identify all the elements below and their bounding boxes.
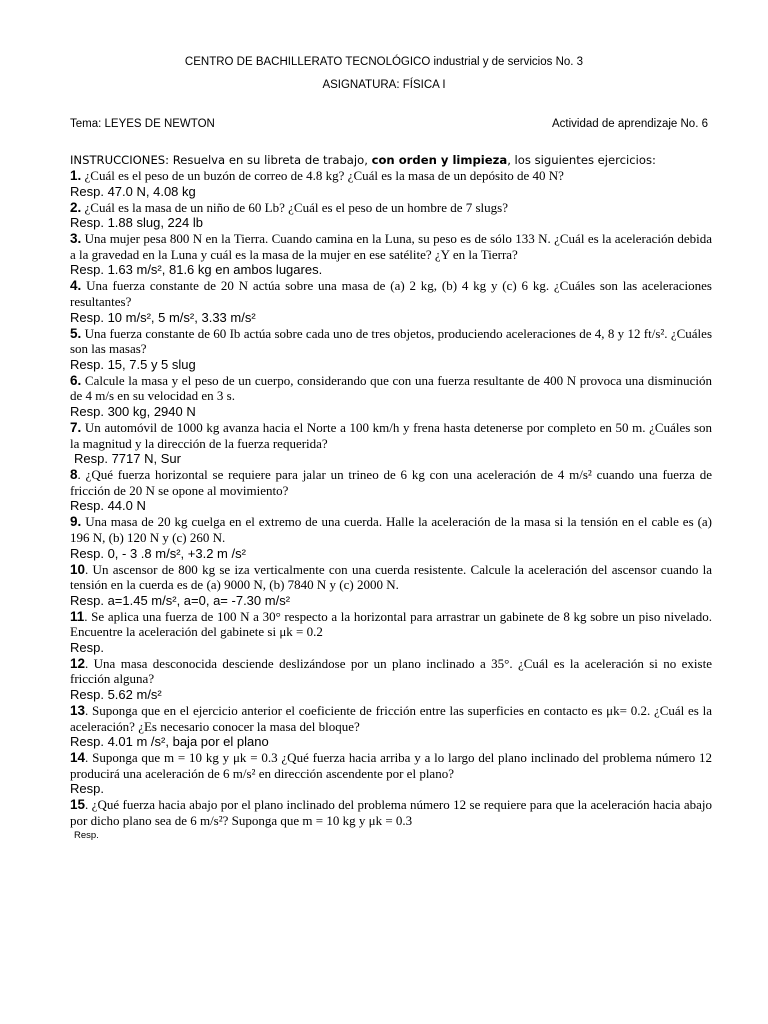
- exercise-answer: Resp. 4.01 m /s², baja por el plano: [70, 734, 269, 750]
- exercise-number: 7.: [70, 419, 82, 435]
- exercise-question: [70, 168, 712, 184]
- exercise-question: [70, 562, 712, 593]
- instructions-emphasis: con orden y limpieza: [371, 153, 508, 167]
- exercise-text: . Un ascensor de 800 kg se iza verticalmente con una cuerda resistente. Calcule la aceleración del ascensor cuando la tensión en la cuerda es de (a) 9000 N, (b) 7840 N y (c) 2000 N.: [70, 561, 712, 593]
- exercise-number: 2.: [70, 199, 82, 215]
- exercise-text: Una masa de 20 kg cuelga en el extremo de una cuerda. Halle la aceleración de la masa si la tensión en el cable es (a) 196 N, (b) 120 N y (c) 260 N.: [70, 514, 712, 545]
- exercise-answer: Resp. 44.0 N: [70, 498, 146, 514]
- exercise-question: [70, 373, 712, 404]
- exercise-answer: Resp. a=1.45 m/s², a=0, a= -7.30 m/s²: [70, 592, 291, 608]
- exercise-number: 13: [70, 703, 86, 719]
- exercise-number: 1.: [70, 168, 82, 183]
- exercise-list: [70, 152, 712, 842]
- exercise-text: . Una masa desconocida desciende deslizándose por un plano inclinado a 35°. ¿Cuál es la aceleración si no existe fricción alguna?: [70, 655, 712, 687]
- exercise-text: Un automóvil de 1000 kg avanza hacia el Norte a 100 km/h y frena hasta detenerse por completo en 50 m. ¿Cuáles son la magnitud y la dirección de la fuerza requerida?: [70, 419, 712, 451]
- exercise-answer: Resp. 0, - 3 .8 m/s², +3.2 m /s²: [70, 545, 246, 561]
- exercise-text: ¿Cuál es la masa de un niño de 60 Lb? ¿Cuál es el peso de un hombre de 7 slugs?: [81, 199, 508, 215]
- instructions-text-2: , los siguientes ejercicios:: [507, 153, 656, 167]
- subject-title: ASIGNATURA: FÍSICA I: [322, 79, 446, 91]
- exercise-number: 14: [70, 750, 86, 766]
- exercise-number: 15: [70, 797, 86, 813]
- exercise-number: 5.: [70, 325, 82, 341]
- exercise-question: [70, 609, 712, 640]
- exercise-question: [70, 326, 712, 357]
- exercise-answer: Resp. 10 m/s², 5 m/s², 3.33 m/s²: [70, 309, 256, 325]
- exercise-answer: Resp.: [74, 829, 99, 841]
- exercise-number: 6.: [70, 372, 82, 388]
- exercise-answer: Resp.: [70, 781, 104, 797]
- exercise-answer: Resp. 47.0 N, 4.08 kg: [70, 183, 196, 199]
- exercise-number: 4.: [70, 278, 82, 294]
- exercise-text: ¿Cuál es el peso de un buzón de correo de 4.8 kg? ¿Cuál es la masa de un depósito de 40 N?: [81, 168, 564, 183]
- instructions-text-1: Resuelva en su libreta de trabajo,: [169, 153, 372, 167]
- school-name: CENTRO DE BACHILLERATO TECNOLÓGICO industrial y de servicios No. 3: [184, 56, 584, 68]
- exercise-answer: Resp. 5.62 m/s²: [70, 687, 162, 703]
- exercise-answer: Resp.: [70, 639, 104, 655]
- instructions: [70, 152, 712, 168]
- exercise-text: . ¿Qué fuerza hacia abajo por el plano inclinado del problema número 12 se requiere para que la aceleración hacia abajo por dicho plano sea de 6 m/s²? Suponga que m = 10 kg y μk = 0.3: [70, 797, 712, 829]
- exercise-answer: Resp. 1.63 m/s², 81.6 kg en ambos lugares.: [70, 262, 323, 278]
- topic-title: Tema: LEYES DE NEWTON: [70, 118, 215, 130]
- exercise-text: . Se aplica una fuerza de 100 N a 30° respecto a la horizontal para arrastrar un gabinete de 8 kg sobre un piso nivelado. Encuentre la aceleración del gabinete si μk = 0.2: [70, 608, 712, 640]
- exercise-answer: Resp. 7717 N, Sur: [74, 451, 181, 467]
- exercise-number: 9.: [70, 514, 82, 530]
- exercise-question: [70, 231, 712, 262]
- exercise-number: 12: [70, 655, 86, 671]
- exercise-text: Una fuerza constante de 60 Ib actúa sobre cada uno de tres objetos, produciendo aceleraciones de 4, 8 y 12 ft/s². ¿Cuáles son las masas?: [70, 325, 712, 357]
- exercise-question: [70, 797, 712, 828]
- instructions-label: INSTRUCCIONES:: [70, 153, 170, 167]
- exercise-text: Una mujer pesa 800 N en la Tierra. Cuando camina en la Luna, su peso es de sólo 133 N. ¿Cuál es la aceleración debida a la gravedad en la Luna y cuál es la masa de la mujer en ese satélite? ¿Y en la Tierra?: [70, 231, 712, 262]
- exercise-number: 8: [70, 467, 78, 483]
- exercise-number: 10: [70, 561, 86, 577]
- exercise-question: [70, 750, 712, 781]
- exercise-answer: Resp. 1.88 slug, 224 lb: [70, 215, 203, 231]
- exercise-question: [70, 467, 712, 498]
- exercise-question: [70, 656, 712, 687]
- exercise-question: [70, 703, 712, 734]
- activity-number: Actividad de aprendizaje No. 6: [552, 118, 708, 130]
- exercise-text: . ¿Qué fuerza horizontal se requiere para jalar un trineo de 6 kg con una aceleración de 4 m/s² cuando una fuerza de fricción de 20 N se opone al movimiento?: [70, 467, 712, 498]
- exercise-text: Una fuerza constante de 20 N actúa sobre una masa de (a) 2 kg, (b) 4 kg y (c) 6 kg. ¿Cuáles son las aceleraciones resultantes?: [70, 278, 712, 309]
- exercise-question: [70, 278, 712, 309]
- exercise-text: . Suponga que m = 10 kg y μk = 0.3 ¿Qué fuerza hacia arriba y a lo largo del plano inclinado del problema número 12 producirá una aceleración de 6 m/s² en dirección ascendente por el plano?: [70, 750, 712, 781]
- exercise-answer: Resp. 15, 7.5 y 5 slug: [70, 356, 196, 372]
- exercise-number: 11: [70, 608, 85, 624]
- exercise-question: [70, 200, 712, 216]
- exercise-question: [70, 420, 712, 451]
- exercise-number: 3.: [70, 231, 82, 247]
- exercise-answer: Resp. 300 kg, 2940 N: [70, 403, 196, 419]
- exercise-text: Calcule la masa y el peso de un cuerpo, considerando que con una fuerza resultante de 400 N provoca una disminución de 4 m/s en su velocidad en 3 s.: [70, 372, 712, 404]
- exercise-question: [70, 514, 712, 545]
- exercise-text: . Suponga que en el ejercicio anterior el coeficiente de fricción entre las superficies en contacto es μk= 0.2. ¿Cuál es la aceleración? ¿Es necesario conocer la masa del bloque?: [70, 703, 712, 734]
